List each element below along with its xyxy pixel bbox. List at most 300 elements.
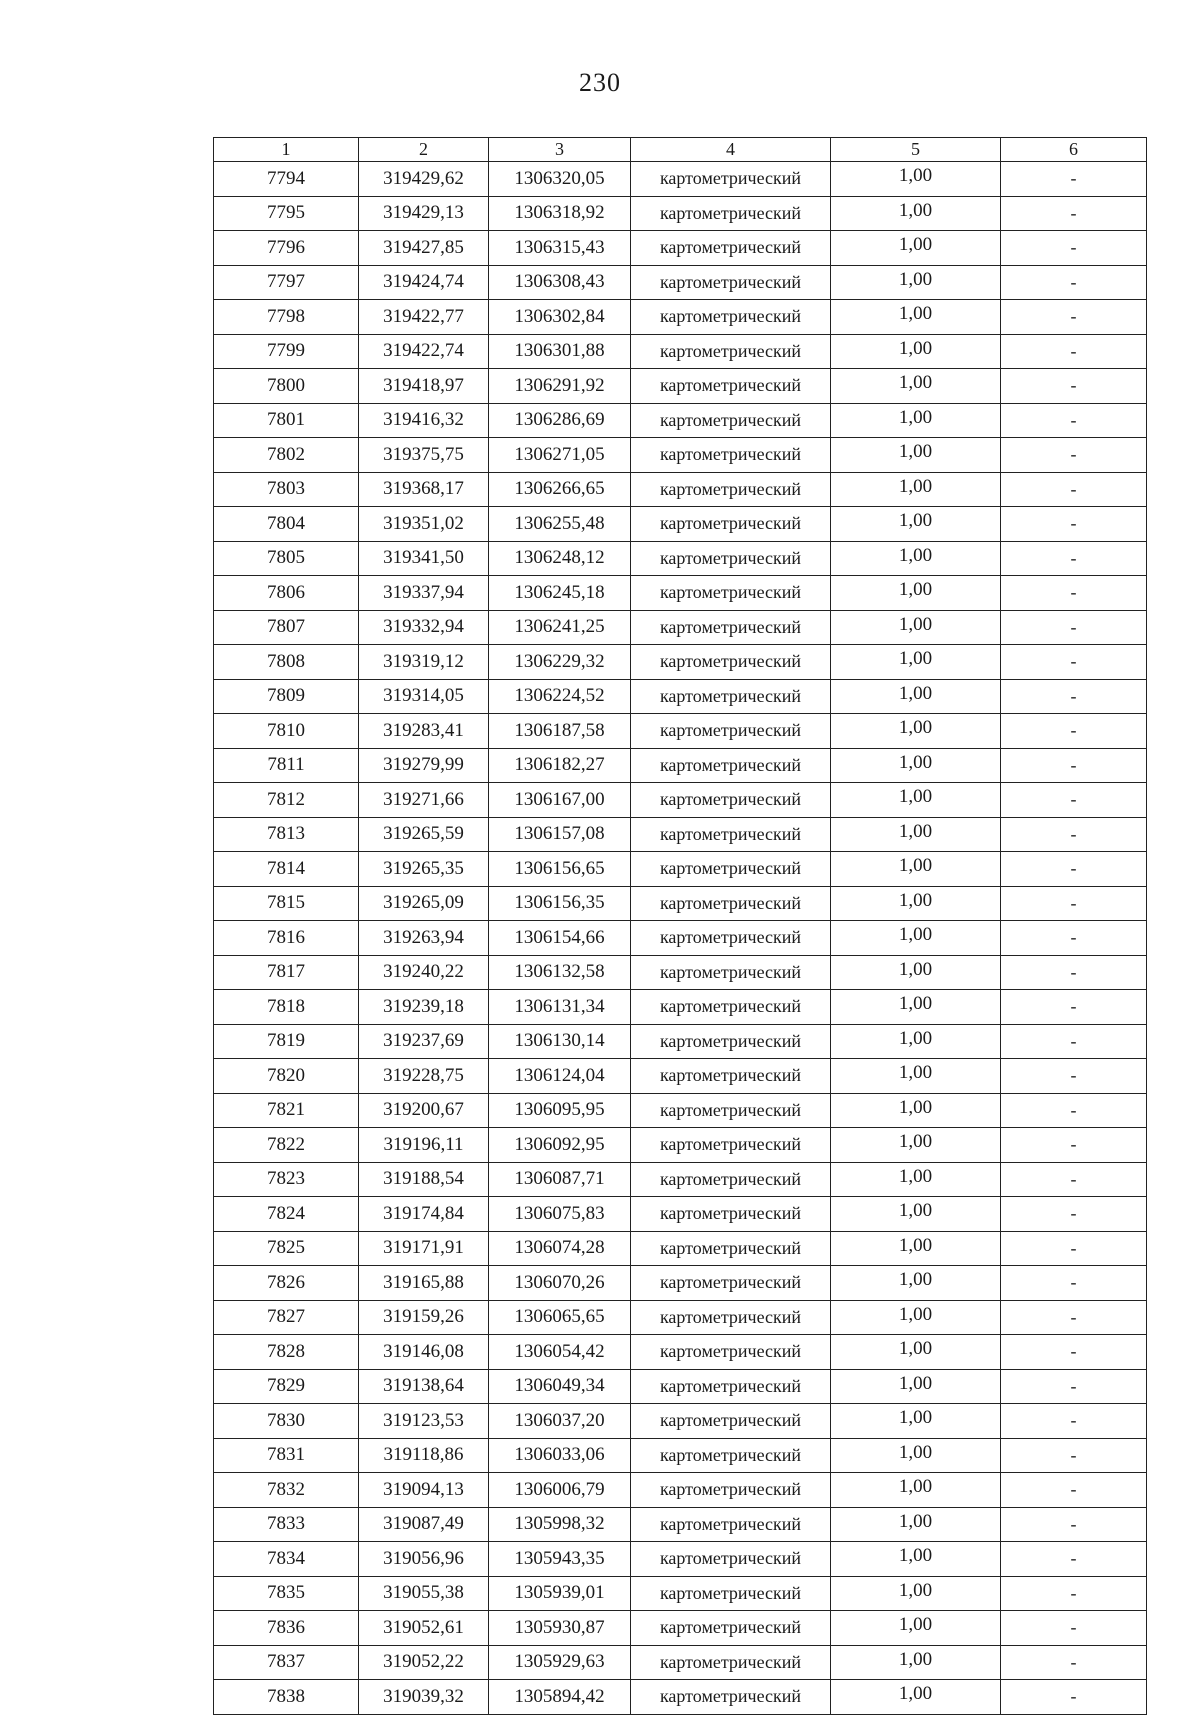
table-row xyxy=(214,576,1147,611)
table-row xyxy=(214,610,1147,645)
method-cell: картометрический xyxy=(631,1645,831,1680)
extra-cell: - xyxy=(1001,1197,1147,1232)
accuracy-cell: 1,00 xyxy=(831,300,1001,335)
point-number-cell: 7829 xyxy=(214,1369,359,1404)
x-coordinate-cell: 319171,91 xyxy=(359,1231,489,1266)
table-row xyxy=(214,1024,1147,1059)
table-row xyxy=(214,1438,1147,1473)
accuracy-cell: 1,00 xyxy=(831,1507,1001,1542)
method-cell: картометрический xyxy=(631,1611,831,1646)
x-coordinate-cell: 319283,41 xyxy=(359,714,489,749)
point-number-cell: 7824 xyxy=(214,1197,359,1232)
table-row xyxy=(214,1576,1147,1611)
method-cell: картометрический xyxy=(631,990,831,1025)
table-row xyxy=(214,817,1147,852)
table-row xyxy=(214,1128,1147,1163)
point-number-cell: 7805 xyxy=(214,541,359,576)
y-coordinate-cell: 1306301,88 xyxy=(489,334,631,369)
page-number: 230 xyxy=(579,68,621,97)
method-cell: картометрический xyxy=(631,1059,831,1094)
y-coordinate-cell: 1306033,06 xyxy=(489,1438,631,1473)
accuracy-cell: 1,00 xyxy=(831,921,1001,956)
x-coordinate-cell: 319416,32 xyxy=(359,403,489,438)
y-coordinate-cell: 1306245,18 xyxy=(489,576,631,611)
accuracy-cell: 1,00 xyxy=(831,1059,1001,1094)
table-row xyxy=(214,1093,1147,1128)
point-number-cell: 7834 xyxy=(214,1542,359,1577)
extra-cell: - xyxy=(1001,1335,1147,1370)
accuracy-cell: 1,00 xyxy=(831,852,1001,887)
table-row xyxy=(214,783,1147,818)
point-number-cell: 7804 xyxy=(214,507,359,542)
y-coordinate-cell: 1306182,27 xyxy=(489,748,631,783)
method-cell: картометрический xyxy=(631,162,831,197)
x-coordinate-cell: 319418,97 xyxy=(359,369,489,404)
y-coordinate-cell: 1306308,43 xyxy=(489,265,631,300)
x-coordinate-cell: 319165,88 xyxy=(359,1266,489,1301)
method-cell: картометрический xyxy=(631,714,831,749)
method-cell: картометрический xyxy=(631,1128,831,1163)
y-coordinate-cell: 1306130,14 xyxy=(489,1024,631,1059)
extra-cell: - xyxy=(1001,231,1147,266)
extra-cell: - xyxy=(1001,1162,1147,1197)
table-row xyxy=(214,852,1147,887)
point-number-cell: 7815 xyxy=(214,886,359,921)
accuracy-cell: 1,00 xyxy=(831,541,1001,576)
extra-cell: - xyxy=(1001,1369,1147,1404)
extra-cell: - xyxy=(1001,610,1147,645)
y-coordinate-cell: 1306156,65 xyxy=(489,852,631,887)
y-coordinate-cell: 1306157,08 xyxy=(489,817,631,852)
method-cell: картометрический xyxy=(631,1231,831,1266)
method-cell: картометрический xyxy=(631,610,831,645)
method-cell: картометрический xyxy=(631,852,831,887)
y-coordinate-cell: 1306229,32 xyxy=(489,645,631,680)
y-coordinate-cell: 1306248,12 xyxy=(489,541,631,576)
x-coordinate-cell: 319351,02 xyxy=(359,507,489,542)
accuracy-cell: 1,00 xyxy=(831,1024,1001,1059)
table-row xyxy=(214,645,1147,680)
point-number-cell: 7832 xyxy=(214,1473,359,1508)
method-cell: картометрический xyxy=(631,1576,831,1611)
extra-cell: - xyxy=(1001,645,1147,680)
table-row xyxy=(214,369,1147,404)
table-row xyxy=(214,541,1147,576)
coordinates-table xyxy=(213,137,1147,1715)
accuracy-cell: 1,00 xyxy=(831,1197,1001,1232)
method-cell: картометрический xyxy=(631,955,831,990)
extra-cell: - xyxy=(1001,472,1147,507)
method-cell: картометрический xyxy=(631,645,831,680)
extra-cell: - xyxy=(1001,783,1147,818)
table-row xyxy=(214,1473,1147,1508)
method-cell: картометрический xyxy=(631,369,831,404)
table-row xyxy=(214,1369,1147,1404)
y-coordinate-cell: 1306065,65 xyxy=(489,1300,631,1335)
extra-cell: - xyxy=(1001,1093,1147,1128)
x-coordinate-cell: 319429,62 xyxy=(359,162,489,197)
point-number-cell: 7798 xyxy=(214,300,359,335)
y-coordinate-cell: 1306320,05 xyxy=(489,162,631,197)
method-cell: картометрический xyxy=(631,1473,831,1508)
method-cell: картометрический xyxy=(631,1300,831,1335)
x-coordinate-cell: 319271,66 xyxy=(359,783,489,818)
method-cell: картометрический xyxy=(631,507,831,542)
point-number-cell: 7800 xyxy=(214,369,359,404)
x-coordinate-cell: 319138,64 xyxy=(359,1369,489,1404)
accuracy-cell: 1,00 xyxy=(831,1473,1001,1508)
extra-cell: - xyxy=(1001,1300,1147,1335)
point-number-cell: 7828 xyxy=(214,1335,359,1370)
point-number-cell: 7830 xyxy=(214,1404,359,1439)
x-coordinate-cell: 319039,32 xyxy=(359,1680,489,1715)
method-cell: картометрический xyxy=(631,334,831,369)
point-number-cell: 7836 xyxy=(214,1611,359,1646)
accuracy-cell: 1,00 xyxy=(831,1369,1001,1404)
extra-cell: - xyxy=(1001,1059,1147,1094)
x-coordinate-cell: 319332,94 xyxy=(359,610,489,645)
x-coordinate-cell: 319188,54 xyxy=(359,1162,489,1197)
y-coordinate-cell: 1306049,34 xyxy=(489,1369,631,1404)
y-coordinate-cell: 1306224,52 xyxy=(489,679,631,714)
point-number-cell: 7822 xyxy=(214,1128,359,1163)
header-row xyxy=(214,138,1147,162)
point-number-cell: 7837 xyxy=(214,1645,359,1680)
point-number-cell: 7823 xyxy=(214,1162,359,1197)
method-cell: картометрический xyxy=(631,438,831,473)
accuracy-cell: 1,00 xyxy=(831,817,1001,852)
accuracy-cell: 1,00 xyxy=(831,990,1001,1025)
y-coordinate-cell: 1306054,42 xyxy=(489,1335,631,1370)
point-number-cell: 7809 xyxy=(214,679,359,714)
x-coordinate-cell: 319237,69 xyxy=(359,1024,489,1059)
y-coordinate-cell: 1306291,92 xyxy=(489,369,631,404)
accuracy-cell: 1,00 xyxy=(831,1645,1001,1680)
accuracy-cell: 1,00 xyxy=(831,265,1001,300)
table-row xyxy=(214,1231,1147,1266)
table-row xyxy=(214,507,1147,542)
method-cell: картометрический xyxy=(631,679,831,714)
method-cell: картометрический xyxy=(631,576,831,611)
y-coordinate-cell: 1306241,25 xyxy=(489,610,631,645)
extra-cell: - xyxy=(1001,1473,1147,1508)
column-header-5: 5 xyxy=(831,138,1001,162)
extra-cell: - xyxy=(1001,162,1147,197)
y-coordinate-cell: 1306124,04 xyxy=(489,1059,631,1094)
point-number-cell: 7826 xyxy=(214,1266,359,1301)
method-cell: картометрический xyxy=(631,783,831,818)
extra-cell: - xyxy=(1001,852,1147,887)
accuracy-cell: 1,00 xyxy=(831,1128,1001,1163)
accuracy-cell: 1,00 xyxy=(831,1680,1001,1715)
y-coordinate-cell: 1306271,05 xyxy=(489,438,631,473)
y-coordinate-cell: 1306132,58 xyxy=(489,955,631,990)
table-row xyxy=(214,1404,1147,1439)
accuracy-cell: 1,00 xyxy=(831,1438,1001,1473)
x-coordinate-cell: 319052,22 xyxy=(359,1645,489,1680)
point-number-cell: 7806 xyxy=(214,576,359,611)
y-coordinate-cell: 1305939,01 xyxy=(489,1576,631,1611)
accuracy-cell: 1,00 xyxy=(831,472,1001,507)
accuracy-cell: 1,00 xyxy=(831,783,1001,818)
x-coordinate-cell: 319427,85 xyxy=(359,231,489,266)
extra-cell: - xyxy=(1001,1438,1147,1473)
x-coordinate-cell: 319055,38 xyxy=(359,1576,489,1611)
table-row xyxy=(214,1266,1147,1301)
accuracy-cell: 1,00 xyxy=(831,231,1001,266)
point-number-cell: 7808 xyxy=(214,645,359,680)
table-row xyxy=(214,1645,1147,1680)
accuracy-cell: 1,00 xyxy=(831,1335,1001,1370)
y-coordinate-cell: 1306095,95 xyxy=(489,1093,631,1128)
point-number-cell: 7812 xyxy=(214,783,359,818)
method-cell: картометрический xyxy=(631,1197,831,1232)
extra-cell: - xyxy=(1001,1404,1147,1439)
extra-cell: - xyxy=(1001,1266,1147,1301)
table-row xyxy=(214,403,1147,438)
y-coordinate-cell: 1306092,95 xyxy=(489,1128,631,1163)
x-coordinate-cell: 319200,67 xyxy=(359,1093,489,1128)
method-cell: картометрический xyxy=(631,886,831,921)
table-row xyxy=(214,1611,1147,1646)
extra-cell: - xyxy=(1001,714,1147,749)
point-number-cell: 7802 xyxy=(214,438,359,473)
table-row xyxy=(214,196,1147,231)
y-coordinate-cell: 1306070,26 xyxy=(489,1266,631,1301)
table-row xyxy=(214,1335,1147,1370)
extra-cell: - xyxy=(1001,955,1147,990)
y-coordinate-cell: 1306156,35 xyxy=(489,886,631,921)
x-coordinate-cell: 319314,05 xyxy=(359,679,489,714)
table-row xyxy=(214,438,1147,473)
x-coordinate-cell: 319146,08 xyxy=(359,1335,489,1370)
method-cell: картометрический xyxy=(631,231,831,266)
extra-cell: - xyxy=(1001,817,1147,852)
method-cell: картометрический xyxy=(631,817,831,852)
method-cell: картометрический xyxy=(631,196,831,231)
extra-cell: - xyxy=(1001,1611,1147,1646)
column-header-2: 2 xyxy=(359,138,489,162)
accuracy-cell: 1,00 xyxy=(831,1300,1001,1335)
y-coordinate-cell: 1306006,79 xyxy=(489,1473,631,1508)
point-number-cell: 7825 xyxy=(214,1231,359,1266)
method-cell: картометрический xyxy=(631,403,831,438)
table-row xyxy=(214,1680,1147,1715)
point-number-cell: 7821 xyxy=(214,1093,359,1128)
accuracy-cell: 1,00 xyxy=(831,403,1001,438)
y-coordinate-cell: 1306286,69 xyxy=(489,403,631,438)
y-coordinate-cell: 1306302,84 xyxy=(489,300,631,335)
y-coordinate-cell: 1306255,48 xyxy=(489,507,631,542)
method-cell: картометрический xyxy=(631,1024,831,1059)
method-cell: картометрический xyxy=(631,265,831,300)
y-coordinate-cell: 1306037,20 xyxy=(489,1404,631,1439)
extra-cell: - xyxy=(1001,921,1147,956)
x-coordinate-cell: 319424,74 xyxy=(359,265,489,300)
extra-cell: - xyxy=(1001,1024,1147,1059)
y-coordinate-cell: 1306167,00 xyxy=(489,783,631,818)
x-coordinate-cell: 319118,86 xyxy=(359,1438,489,1473)
point-number-cell: 7801 xyxy=(214,403,359,438)
x-coordinate-cell: 319159,26 xyxy=(359,1300,489,1335)
extra-cell: - xyxy=(1001,1507,1147,1542)
extra-cell: - xyxy=(1001,886,1147,921)
y-coordinate-cell: 1305929,63 xyxy=(489,1645,631,1680)
method-cell: картометрический xyxy=(631,472,831,507)
accuracy-cell: 1,00 xyxy=(831,714,1001,749)
accuracy-cell: 1,00 xyxy=(831,610,1001,645)
table-row xyxy=(214,1300,1147,1335)
method-cell: картометрический xyxy=(631,1542,831,1577)
y-coordinate-cell: 1305894,42 xyxy=(489,1680,631,1715)
accuracy-cell: 1,00 xyxy=(831,1162,1001,1197)
y-coordinate-cell: 1305943,35 xyxy=(489,1542,631,1577)
y-coordinate-cell: 1306154,66 xyxy=(489,921,631,956)
extra-cell: - xyxy=(1001,300,1147,335)
y-coordinate-cell: 1306315,43 xyxy=(489,231,631,266)
extra-cell: - xyxy=(1001,334,1147,369)
accuracy-cell: 1,00 xyxy=(831,1231,1001,1266)
accuracy-cell: 1,00 xyxy=(831,334,1001,369)
x-coordinate-cell: 319087,49 xyxy=(359,1507,489,1542)
table-body xyxy=(214,162,1147,1715)
accuracy-cell: 1,00 xyxy=(831,196,1001,231)
column-header-4: 4 xyxy=(631,138,831,162)
x-coordinate-cell: 319368,17 xyxy=(359,472,489,507)
x-coordinate-cell: 319196,11 xyxy=(359,1128,489,1163)
y-coordinate-cell: 1306087,71 xyxy=(489,1162,631,1197)
method-cell: картометрический xyxy=(631,1093,831,1128)
accuracy-cell: 1,00 xyxy=(831,955,1001,990)
point-number-cell: 7835 xyxy=(214,1576,359,1611)
table-row xyxy=(214,955,1147,990)
method-cell: картометрический xyxy=(631,300,831,335)
y-coordinate-cell: 1306318,92 xyxy=(489,196,631,231)
x-coordinate-cell: 319056,96 xyxy=(359,1542,489,1577)
extra-cell: - xyxy=(1001,1542,1147,1577)
extra-cell: - xyxy=(1001,541,1147,576)
point-number-cell: 7813 xyxy=(214,817,359,852)
table-row xyxy=(214,1162,1147,1197)
extra-cell: - xyxy=(1001,576,1147,611)
accuracy-cell: 1,00 xyxy=(831,748,1001,783)
point-number-cell: 7807 xyxy=(214,610,359,645)
extra-cell: - xyxy=(1001,679,1147,714)
x-coordinate-cell: 319341,50 xyxy=(359,541,489,576)
method-cell: картометрический xyxy=(631,1369,831,1404)
x-coordinate-cell: 319228,75 xyxy=(359,1059,489,1094)
point-number-cell: 7831 xyxy=(214,1438,359,1473)
x-coordinate-cell: 319422,77 xyxy=(359,300,489,335)
x-coordinate-cell: 319265,59 xyxy=(359,817,489,852)
extra-cell: - xyxy=(1001,748,1147,783)
y-coordinate-cell: 1306074,28 xyxy=(489,1231,631,1266)
y-coordinate-cell: 1306266,65 xyxy=(489,472,631,507)
method-cell: картометрический xyxy=(631,921,831,956)
point-number-cell: 7819 xyxy=(214,1024,359,1059)
table-row xyxy=(214,1197,1147,1232)
y-coordinate-cell: 1306187,58 xyxy=(489,714,631,749)
x-coordinate-cell: 319239,18 xyxy=(359,990,489,1025)
table-row xyxy=(214,334,1147,369)
x-coordinate-cell: 319052,61 xyxy=(359,1611,489,1646)
point-number-cell: 7795 xyxy=(214,196,359,231)
table-row xyxy=(214,472,1147,507)
table-row xyxy=(214,265,1147,300)
table-row xyxy=(214,300,1147,335)
x-coordinate-cell: 319174,84 xyxy=(359,1197,489,1232)
x-coordinate-cell: 319429,13 xyxy=(359,196,489,231)
extra-cell: - xyxy=(1001,990,1147,1025)
method-cell: картометрический xyxy=(631,1680,831,1715)
accuracy-cell: 1,00 xyxy=(831,369,1001,404)
column-header-1: 1 xyxy=(214,138,359,162)
point-number-cell: 7820 xyxy=(214,1059,359,1094)
point-number-cell: 7799 xyxy=(214,334,359,369)
extra-cell: - xyxy=(1001,265,1147,300)
method-cell: картометрический xyxy=(631,1438,831,1473)
accuracy-cell: 1,00 xyxy=(831,1093,1001,1128)
accuracy-cell: 1,00 xyxy=(831,1266,1001,1301)
accuracy-cell: 1,00 xyxy=(831,645,1001,680)
method-cell: картометрический xyxy=(631,1266,831,1301)
y-coordinate-cell: 1306075,83 xyxy=(489,1197,631,1232)
table-row xyxy=(214,886,1147,921)
method-cell: картометрический xyxy=(631,748,831,783)
x-coordinate-cell: 319265,35 xyxy=(359,852,489,887)
extra-cell: - xyxy=(1001,1680,1147,1715)
x-coordinate-cell: 319265,09 xyxy=(359,886,489,921)
y-coordinate-cell: 1306131,34 xyxy=(489,990,631,1025)
table-row xyxy=(214,162,1147,197)
extra-cell: - xyxy=(1001,438,1147,473)
x-coordinate-cell: 319123,53 xyxy=(359,1404,489,1439)
accuracy-cell: 1,00 xyxy=(831,1611,1001,1646)
method-cell: картометрический xyxy=(631,1335,831,1370)
table-header xyxy=(214,138,1147,162)
table-row xyxy=(214,714,1147,749)
table-row xyxy=(214,1059,1147,1094)
point-number-cell: 7818 xyxy=(214,990,359,1025)
accuracy-cell: 1,00 xyxy=(831,162,1001,197)
point-number-cell: 7803 xyxy=(214,472,359,507)
table-row xyxy=(214,990,1147,1025)
x-coordinate-cell: 319337,94 xyxy=(359,576,489,611)
extra-cell: - xyxy=(1001,1128,1147,1163)
extra-cell: - xyxy=(1001,196,1147,231)
x-coordinate-cell: 319319,12 xyxy=(359,645,489,680)
point-number-cell: 7817 xyxy=(214,955,359,990)
accuracy-cell: 1,00 xyxy=(831,507,1001,542)
extra-cell: - xyxy=(1001,1231,1147,1266)
point-number-cell: 7816 xyxy=(214,921,359,956)
x-coordinate-cell: 319240,22 xyxy=(359,955,489,990)
point-number-cell: 7794 xyxy=(214,162,359,197)
x-coordinate-cell: 319263,94 xyxy=(359,921,489,956)
extra-cell: - xyxy=(1001,1576,1147,1611)
y-coordinate-cell: 1305930,87 xyxy=(489,1611,631,1646)
method-cell: картометрический xyxy=(631,1162,831,1197)
method-cell: картометрический xyxy=(631,1404,831,1439)
accuracy-cell: 1,00 xyxy=(831,576,1001,611)
accuracy-cell: 1,00 xyxy=(831,1404,1001,1439)
x-coordinate-cell: 319422,74 xyxy=(359,334,489,369)
table-row xyxy=(214,1542,1147,1577)
x-coordinate-cell: 319375,75 xyxy=(359,438,489,473)
point-number-cell: 7810 xyxy=(214,714,359,749)
y-coordinate-cell: 1305998,32 xyxy=(489,1507,631,1542)
column-header-3: 3 xyxy=(489,138,631,162)
